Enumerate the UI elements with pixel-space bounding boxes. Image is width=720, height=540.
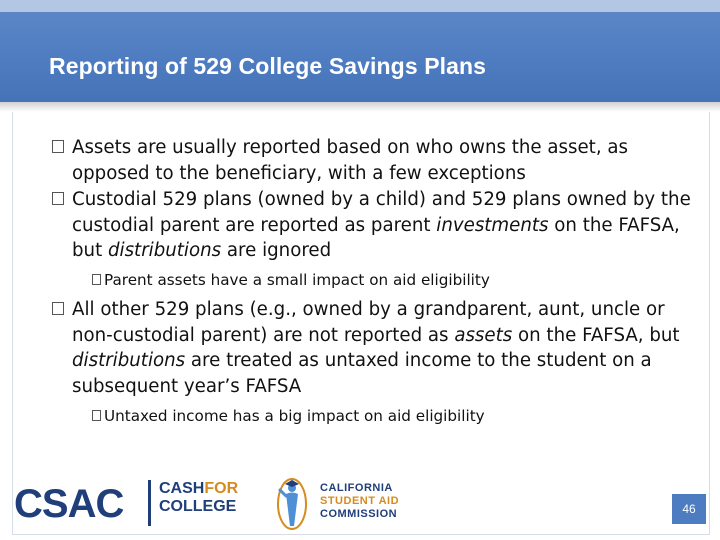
- csac-logo: CSAC: [14, 482, 124, 526]
- bullet-text-part: on the FAFSA, but: [72, 214, 680, 262]
- bullet-item: [52, 135, 692, 186]
- bullet-text-part: All other 529 plans (e.g., owned by a grandparent, aunt, uncle or non-custodial parent) are not reported as: [72, 298, 665, 346]
- top-accent-strip: [0, 0, 720, 12]
- checkbox-bullet-icon: [52, 302, 64, 315]
- bullet-text-part: are ignored: [221, 240, 332, 262]
- bullet-item: [52, 187, 692, 264]
- cash-for-college-logo: [148, 480, 269, 526]
- bullet-text-part: are treated as untaxed income to the student on a subsequent year’s FAFSA: [72, 350, 652, 397]
- college-logo-text: COLLEGE: [159, 498, 237, 515]
- page-number: 46: [672, 494, 706, 524]
- for-logo-text: FOR: [204, 480, 239, 497]
- bullet-item: [52, 297, 692, 399]
- bullet-emphasis: investments: [436, 214, 549, 236]
- graduate-figure-icon: [272, 476, 312, 530]
- bullet-text-part: Custodial 529 plans (owned by a child) and 529 plans owned by the custodial parent are reported as parent: [72, 189, 691, 236]
- agency-name-line: STUDENT AID: [320, 495, 400, 507]
- bullet-text-part: on the FAFSA, but: [512, 324, 680, 346]
- bullet-emphasis: distributions: [72, 350, 186, 372]
- bullet-list: [52, 135, 692, 427]
- bullet-emphasis: assets: [454, 324, 513, 346]
- slide-title: Reporting of 529 College Savings Plans: [49, 53, 487, 79]
- sub-bullet-icon: [92, 410, 101, 421]
- footer-logos: [14, 474, 434, 532]
- checkbox-bullet-icon: [52, 192, 64, 205]
- agency-name-line: CALIFORNIA: [320, 482, 393, 494]
- cash-logo-text: CASH: [159, 480, 205, 497]
- sub-bullet-icon: [92, 274, 101, 285]
- bullet-emphasis: distributions: [107, 240, 222, 262]
- sub-bullet-text: Parent assets have a small impact on aid eligibility: [104, 270, 490, 289]
- sub-bullet-text: Untaxed income has a big impact on aid eligibility: [104, 407, 485, 426]
- title-bar: [0, 12, 720, 102]
- checkbox-bullet-icon: [52, 140, 64, 153]
- sub-bullet-item: [72, 269, 692, 291]
- agency-name-line: COMMISSION: [320, 508, 398, 520]
- title-shadow: [0, 102, 720, 112]
- california-student-aid-commission-logo: [320, 482, 430, 521]
- sub-bullet-item: [72, 405, 692, 427]
- bullet-text: Assets are usually reported based on who owns the asset, as opposed to the beneficiary, with a few exceptions: [72, 137, 628, 184]
